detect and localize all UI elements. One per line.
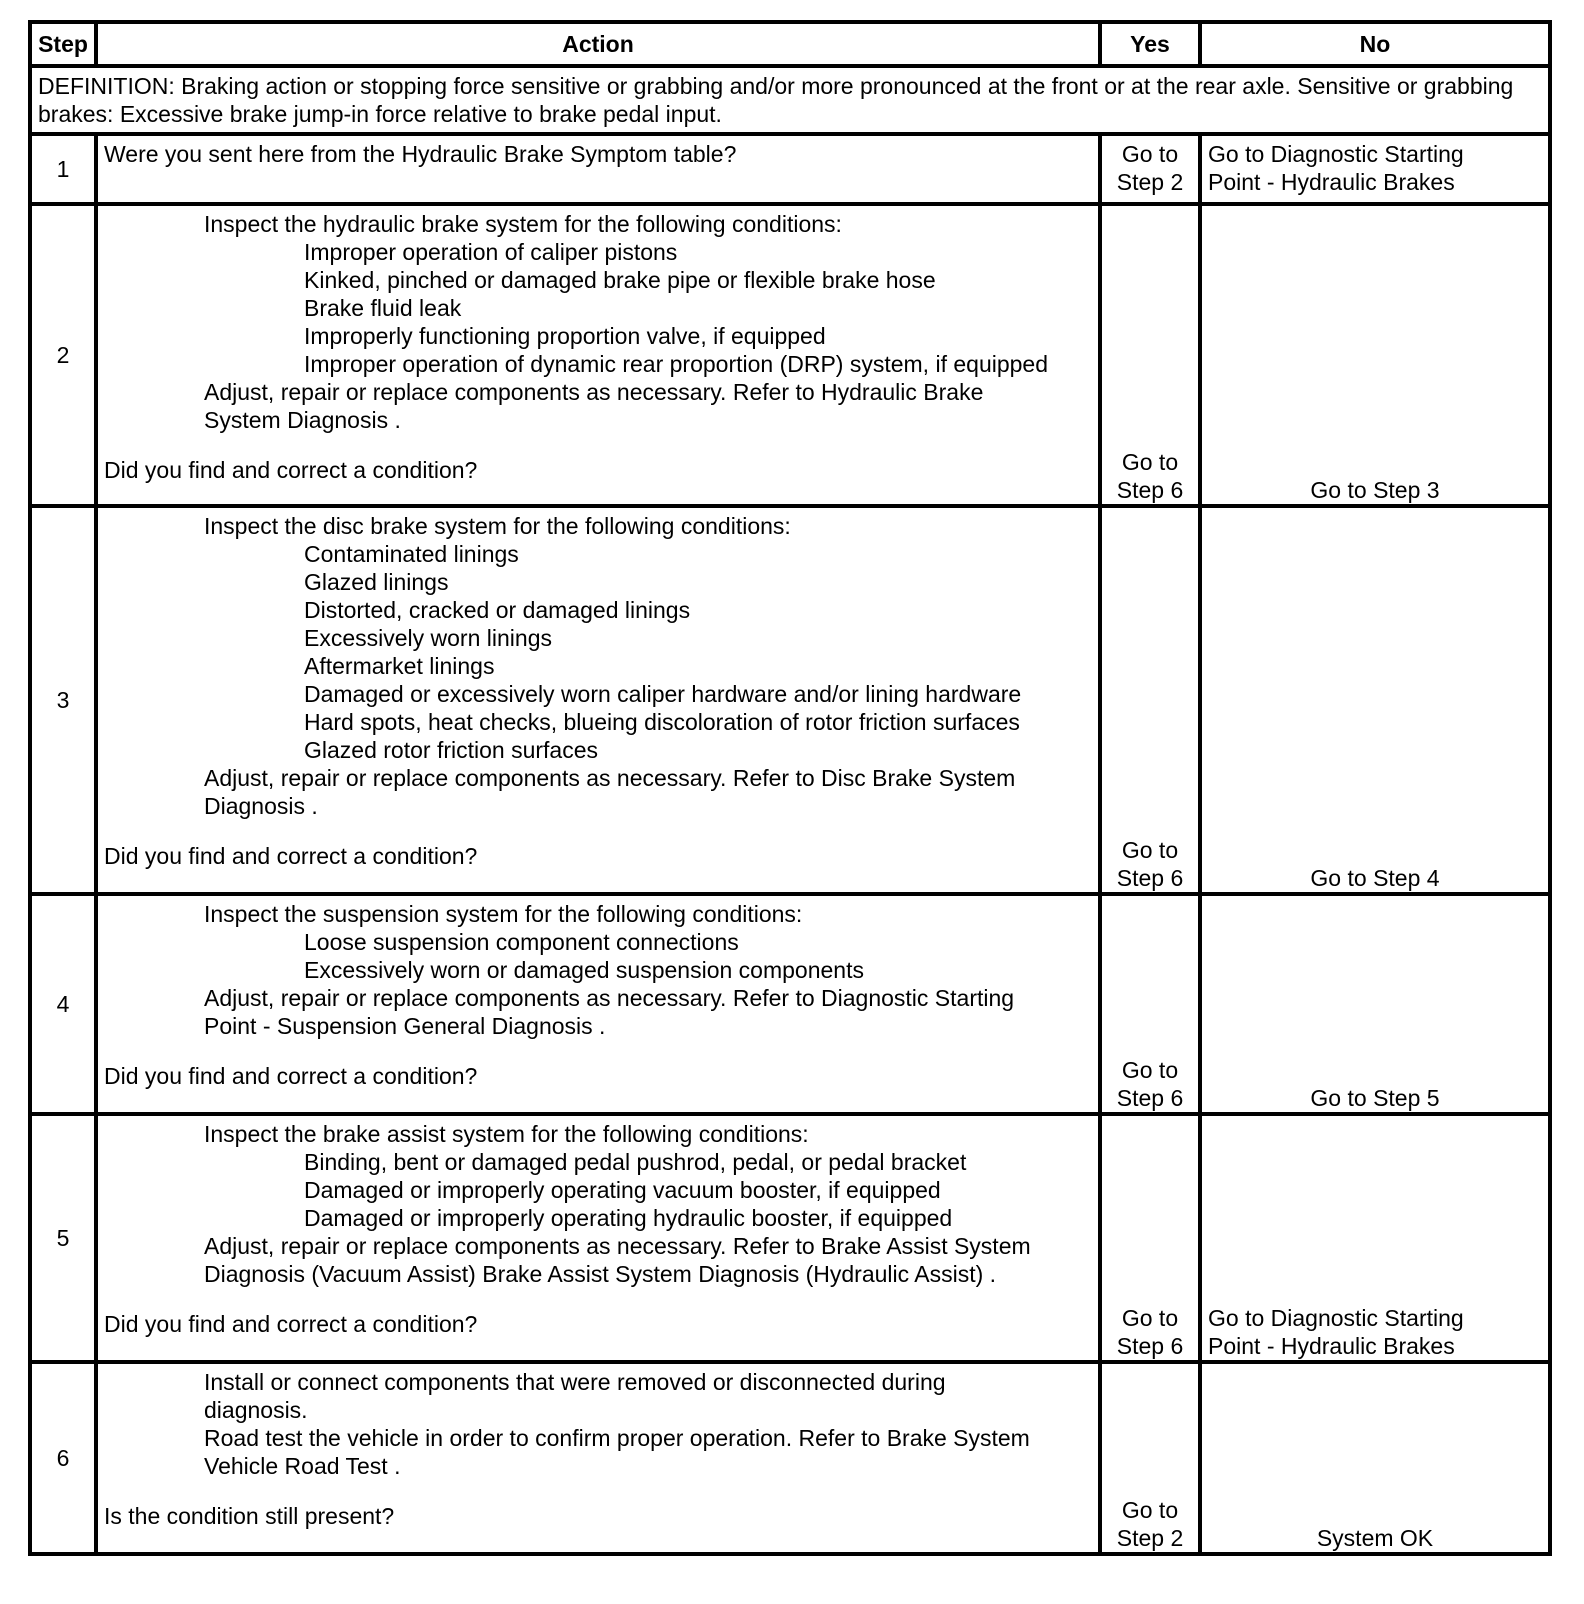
condition-item: Aftermarket linings <box>304 653 495 679</box>
step-question: Did you find and correct a condition? <box>104 1311 478 1337</box>
step-question: Were you sent here from the Hydraulic Brake Symptom table? <box>96 134 1100 204</box>
step-question: Did you find and correct a condition? <box>104 1063 478 1089</box>
header-action: Action <box>96 22 1100 66</box>
yes-cell <box>1100 1114 1200 1362</box>
step-number: 4 <box>30 894 96 1114</box>
no-cell <box>1200 204 1550 506</box>
condition-item: Excessively worn linings <box>304 625 552 651</box>
yes-line: Step 2 <box>1116 169 1184 195</box>
yes-cell <box>1100 1362 1200 1554</box>
step-row-4 <box>30 894 1550 1114</box>
no-cell <box>1200 1362 1550 1554</box>
step-question: Did you find and correct a condition? <box>104 457 478 483</box>
step-row-2 <box>30 204 1550 506</box>
no-line: Go to Diagnostic Starting <box>1208 1305 1464 1331</box>
step-number: 6 <box>30 1362 96 1554</box>
inspect-intro: Inspect the disc brake system for the following conditions: <box>204 513 791 539</box>
instruction-line: Road test the vehicle in order to confirm proper operation. Refer to Brake System <box>204 1425 1030 1451</box>
yes-line: Go to <box>1121 449 1179 475</box>
step-action <box>96 204 1100 506</box>
no-line: Go to Diagnostic Starting <box>1208 141 1464 167</box>
adjust-instruction: Point - Suspension General Diagnosis . <box>204 1013 606 1039</box>
yes-cell <box>1100 134 1200 204</box>
step-number: 3 <box>30 506 96 894</box>
no-line: Point - Hydraulic Brakes <box>1208 169 1455 195</box>
condition-item: Kinked, pinched or damaged brake pipe or flexible brake hose <box>304 267 936 293</box>
step-row-6 <box>30 1362 1550 1554</box>
step-question: Is the condition still present? <box>104 1503 395 1529</box>
condition-item: Binding, bent or damaged pedal pushrod, pedal, or pedal bracket <box>304 1149 967 1175</box>
definition-text: DEFINITION: Braking action or stopping force sensitive or grabbing and/or more pronounced at the front or at the rear axle. Sensitive or grabbing brakes: Excessive brake jump-in force relative to brake pedal input. <box>30 66 1550 134</box>
yes-line: Go to <box>1121 141 1179 167</box>
yes-line: Go to <box>1121 1057 1179 1083</box>
condition-item: Hard spots, heat checks, blueing discoloration of rotor friction surfaces <box>304 709 1020 735</box>
no-cell <box>1200 506 1550 894</box>
condition-item: Glazed rotor friction surfaces <box>304 737 599 763</box>
yes-line: Step 2 <box>1116 1525 1184 1551</box>
adjust-instruction: Adjust, repair or replace components as necessary. Refer to Hydraulic Brake <box>204 379 984 405</box>
step-number: 1 <box>30 134 96 204</box>
no-cell <box>1200 134 1550 204</box>
header-yes: Yes <box>1100 22 1200 66</box>
condition-item: Damaged or excessively worn caliper hardware and/or lining hardware <box>304 681 1022 707</box>
step-action <box>96 1114 1100 1362</box>
yes-line: Step 6 <box>1116 1085 1184 1111</box>
adjust-instruction: System Diagnosis . <box>204 407 401 433</box>
step-action <box>96 506 1100 894</box>
no-line: System OK <box>1316 1525 1434 1551</box>
step-action <box>96 894 1100 1114</box>
adjust-instruction: Diagnosis (Vacuum Assist) Brake Assist System Diagnosis (Hydraulic Assist) . <box>204 1261 997 1287</box>
condition-item: Damaged or improperly operating vacuum booster, if equipped <box>304 1177 941 1203</box>
adjust-instruction: Adjust, repair or replace components as necessary. Refer to Diagnostic Starting <box>204 985 1015 1011</box>
condition-item: Contaminated linings <box>304 541 519 567</box>
yes-cell <box>1100 894 1200 1114</box>
definition-row <box>30 66 1550 134</box>
step-question: Did you find and correct a condition? <box>104 843 478 869</box>
step-row-5 <box>30 1114 1550 1362</box>
no-line: Point - Hydraulic Brakes <box>1208 1333 1455 1359</box>
no-cell <box>1200 1114 1550 1362</box>
yes-line: Go to <box>1121 1497 1179 1523</box>
condition-item: Excessively worn or damaged suspension components <box>304 957 864 983</box>
condition-item: Improper operation of dynamic rear proportion (DRP) system, if equipped <box>304 351 1049 377</box>
condition-item: Distorted, cracked or damaged linings <box>304 597 691 623</box>
condition-item: Loose suspension component connections <box>304 929 739 955</box>
inspect-intro: Inspect the brake assist system for the following conditions: <box>204 1121 809 1147</box>
header-no: No <box>1200 22 1550 66</box>
yes-line: Go to <box>1121 1305 1179 1331</box>
instruction-line: Vehicle Road Test . <box>204 1453 401 1479</box>
condition-item: Brake fluid leak <box>304 295 462 321</box>
diagnostic-page <box>28 20 1548 1556</box>
diagnostic-table <box>28 20 1552 1556</box>
inspect-intro: Inspect the hydraulic brake system for the following conditions: <box>204 211 842 237</box>
step-number: 2 <box>30 204 96 506</box>
instruction-line: diagnosis. <box>204 1397 308 1423</box>
no-line: Go to Step 3 <box>1310 477 1440 503</box>
adjust-instruction: Adjust, repair or replace components as necessary. Refer to Brake Assist System <box>204 1233 1031 1259</box>
yes-line: Step 6 <box>1116 1333 1184 1359</box>
yes-line: Step 6 <box>1116 865 1184 891</box>
condition-item: Glazed linings <box>304 569 449 595</box>
yes-cell <box>1100 506 1200 894</box>
step-action <box>96 1362 1100 1554</box>
condition-item: Improperly functioning proportion valve, if equipped <box>304 323 826 349</box>
condition-item: Improper operation of caliper pistons <box>304 239 678 265</box>
header-row <box>30 22 1550 66</box>
yes-line: Go to <box>1121 837 1179 863</box>
no-line: Go to Step 5 <box>1310 1085 1440 1111</box>
step-number: 5 <box>30 1114 96 1362</box>
inspect-intro: Inspect the suspension system for the following conditions: <box>204 901 803 927</box>
step-row-1 <box>30 134 1550 204</box>
no-cell <box>1200 894 1550 1114</box>
yes-cell <box>1100 204 1200 506</box>
condition-item: Damaged or improperly operating hydraulic booster, if equipped <box>304 1205 953 1231</box>
header-step: Step <box>30 22 96 66</box>
yes-line: Step 6 <box>1116 477 1184 503</box>
adjust-instruction: Diagnosis . <box>204 793 318 819</box>
instruction-line: Install or connect components that were removed or disconnected during <box>204 1369 946 1395</box>
adjust-instruction: Adjust, repair or replace components as necessary. Refer to Disc Brake System <box>204 765 1016 791</box>
step-row-3 <box>30 506 1550 894</box>
no-line: Go to Step 4 <box>1310 865 1440 891</box>
